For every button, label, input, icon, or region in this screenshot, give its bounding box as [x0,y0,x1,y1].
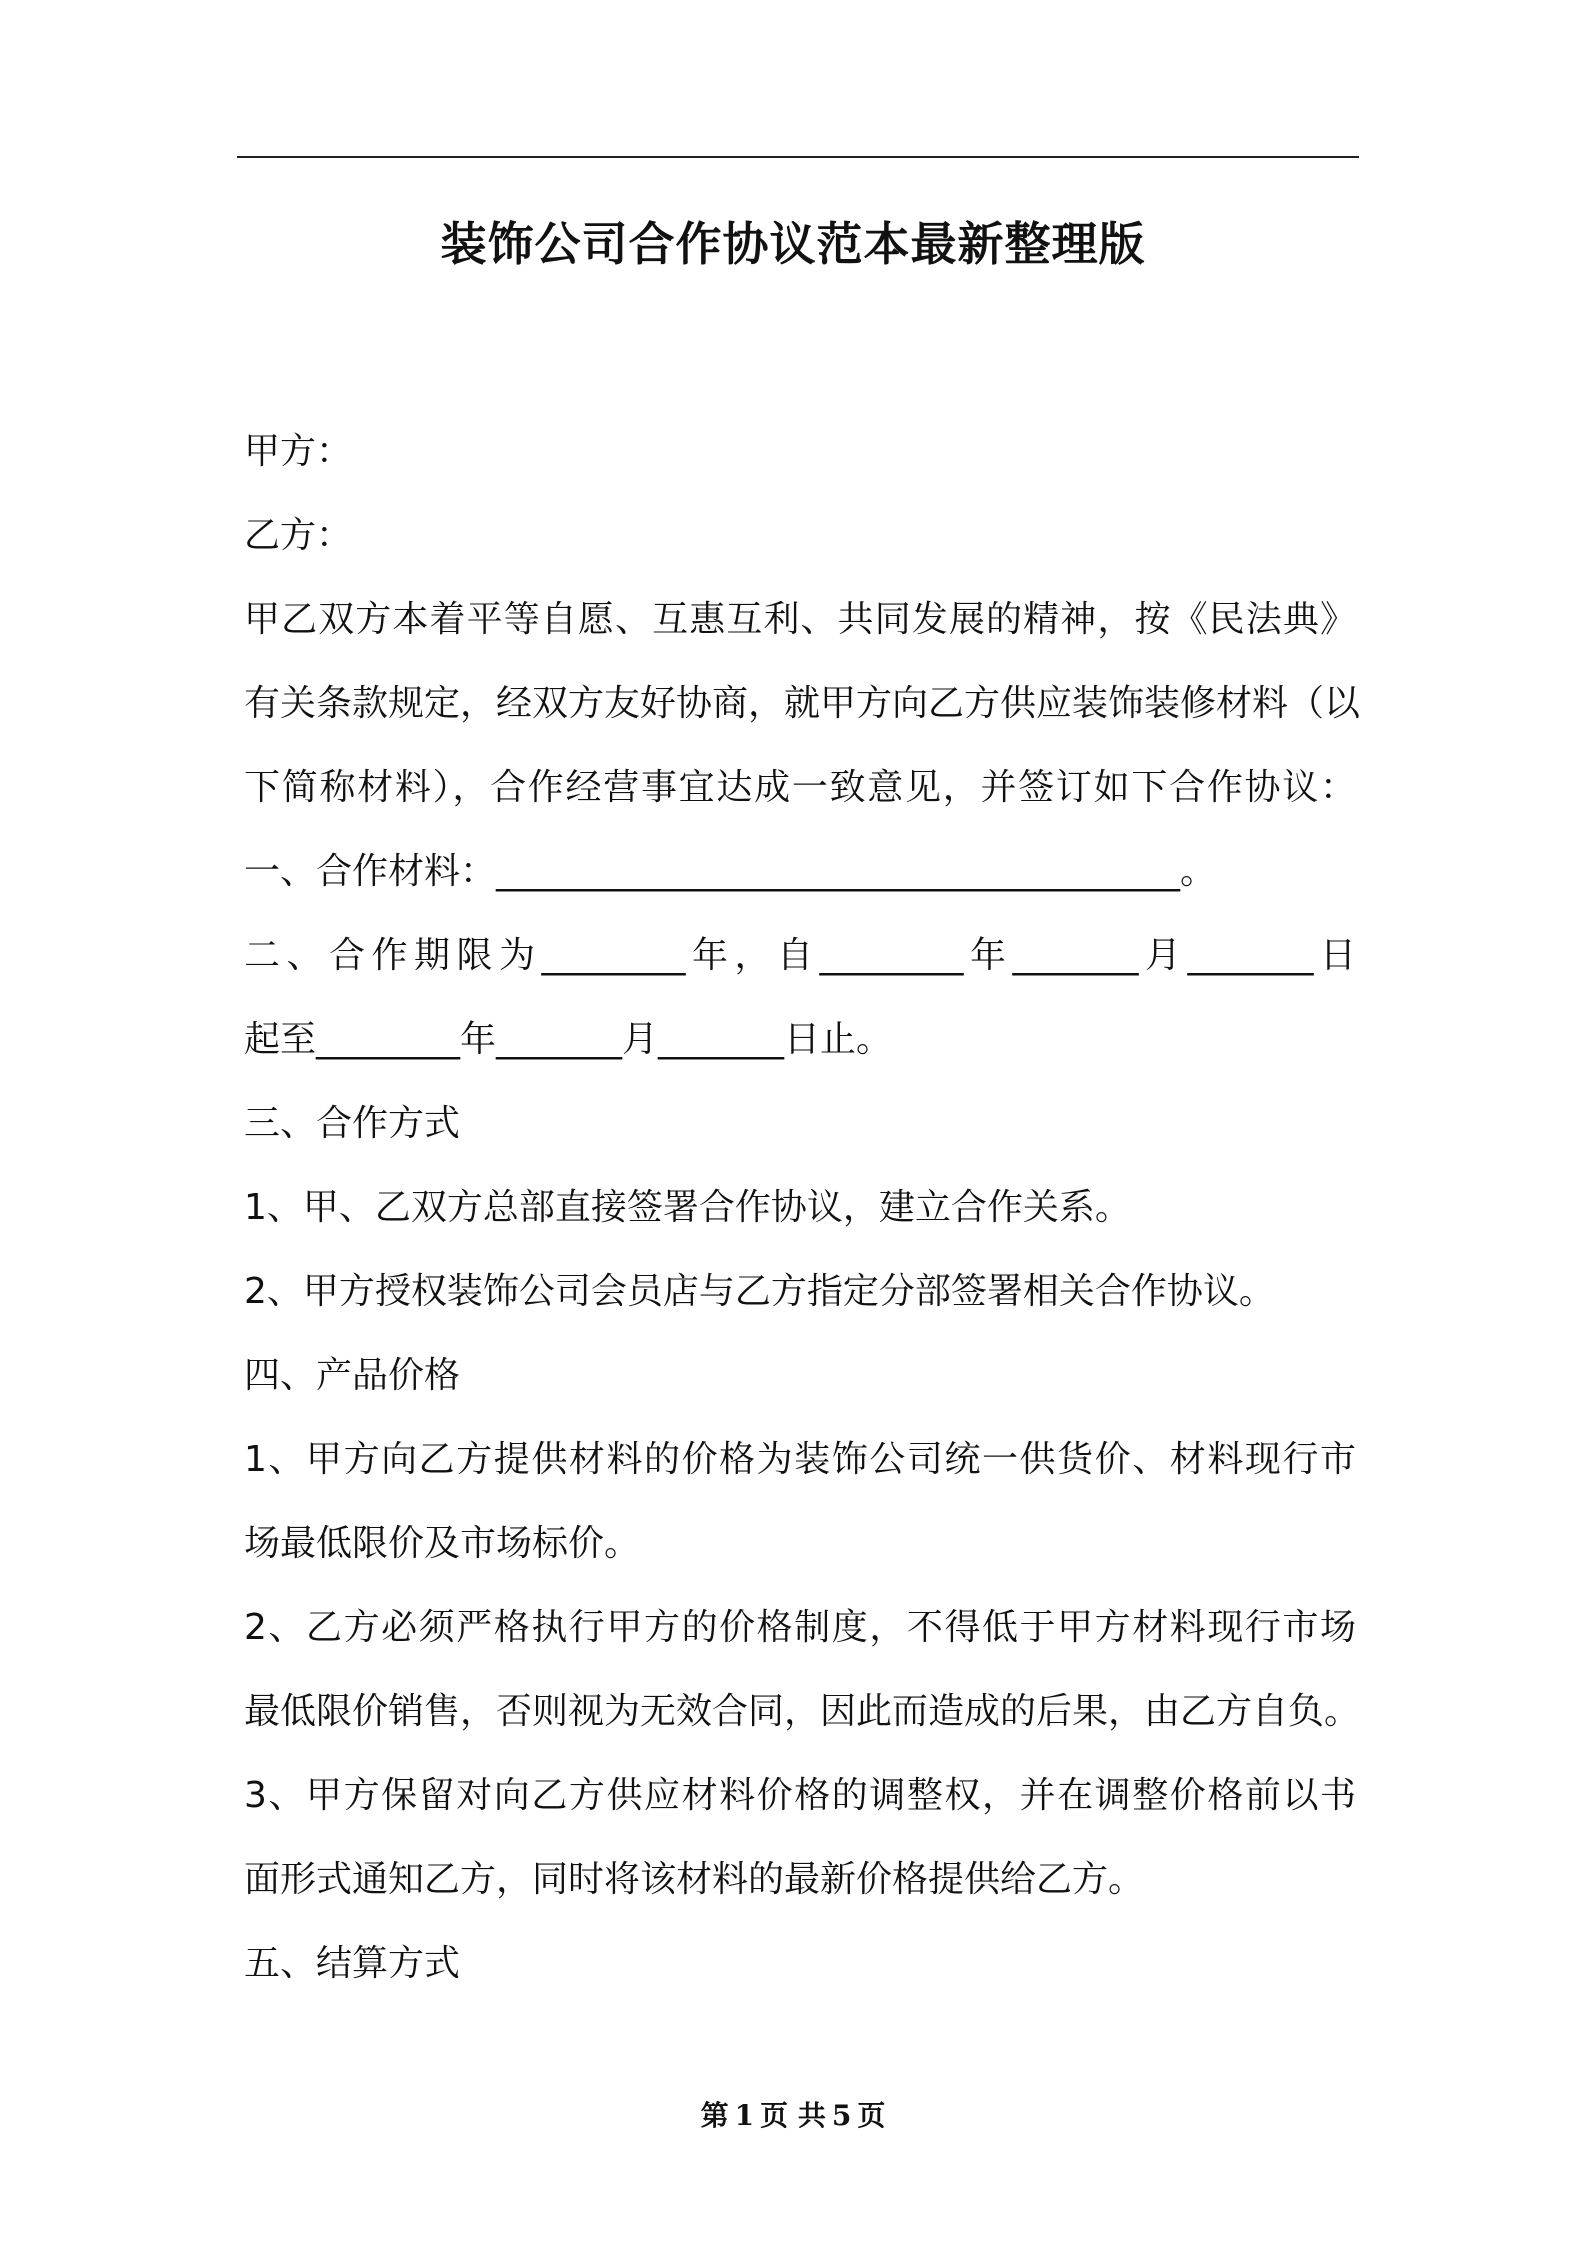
line-section-3-item-2: 2、甲方授权装饰公司会员店与乙方指定分部签署相关合作协议。 [244,1271,1275,1312]
line-section-3-item-1: 1、甲、乙双方总部直接签署合作协议，建立合作关系。 [244,1187,1131,1228]
document-body [244,410,1361,2006]
footer-page-number: 1 [734,2099,755,2132]
line-section-4-item-1-b: 场最低限价及市场标价。 [244,1523,641,1564]
document-title: 装饰公司合作协议范本最新整理版 [440,217,1146,271]
line-party-b: 乙方： [244,515,353,556]
line-preamble-2: 有关条款规定，经双方友好协商，就甲方向乙方供应装饰装修材料（以 [244,683,1361,724]
line-party-a: 甲方： [244,431,353,472]
line-section-5-heading: 五、结算方式 [244,1943,461,1984]
line-section-4-item-2-b: 最低限价销售，否则视为无效合同，因此而造成的后果，由乙方自负。 [244,1691,1361,1732]
line-section-2-a: 二、合作期限为________年，自________年_______月_______日 [244,935,1356,976]
footer-total-pages: 5 [831,2099,852,2132]
footer-prefix: 第 [700,2099,729,2132]
line-section-4-item-1-a: 1、甲方向乙方提供材料的价格为装饰公司统一供货价、材料现行市 [244,1439,1356,1480]
header-rule [237,156,1359,158]
line-section-2-b: 起至________年_______月_______日止。 [244,1019,893,1060]
page-number-footer [0,2096,1586,2136]
footer-suffix: 页 [857,2099,886,2132]
line-section-1: 一、合作材料：______________________________________。 [244,851,1217,892]
line-preamble-1: 甲乙双方本着平等自愿、互惠互利、共同发展的精神，按《民法典》 [244,599,1356,640]
line-section-4-item-3-b: 面形式通知乙方，同时将该材料的最新价格提供给乙方。 [244,1859,1145,1900]
line-section-4-item-2-a: 2、乙方必须严格执行甲方的价格制度，不得低于甲方材料现行市场 [244,1607,1356,1648]
line-section-3-heading: 三、合作方式 [244,1103,461,1144]
line-preamble-3: 下简称材料），合作经营事宜达成一致意见，并签订如下合作协议： [244,767,1356,808]
line-section-4-heading: 四、产品价格 [244,1355,461,1396]
line-section-4-item-3-a: 3、甲方保留对向乙方供应材料价格的调整权，并在调整价格前以书 [244,1775,1356,1816]
footer-middle: 页 共 [760,2099,826,2132]
